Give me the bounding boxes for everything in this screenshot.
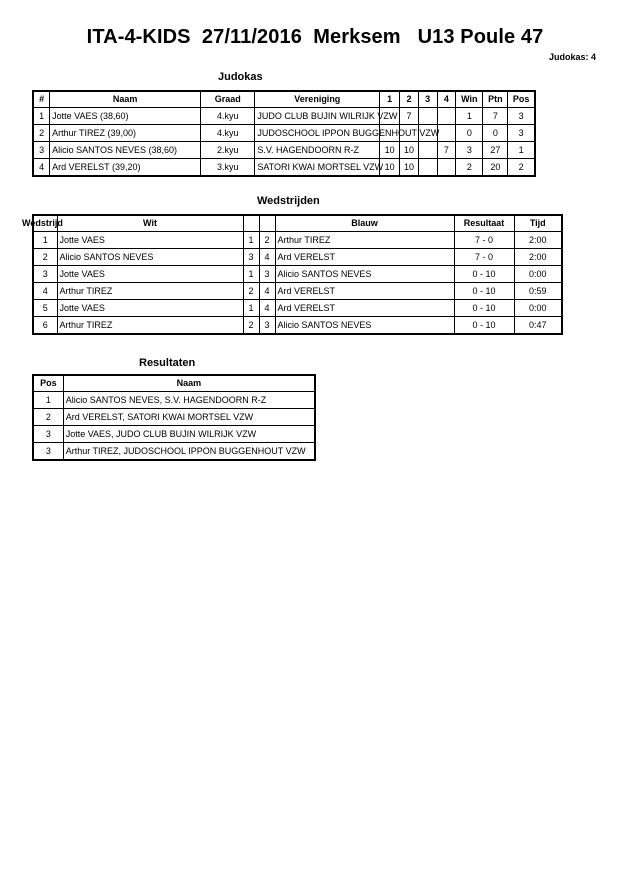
- judoka-num: 4: [33, 159, 50, 177]
- page-title: ITA-4-KIDS 27/11/2016 Merksem U13 Poule 47: [86, 26, 544, 48]
- wedstrijd-blauw: Alicio SANTOS NEVES: [275, 266, 454, 283]
- resultaat-pos: 1: [33, 392, 63, 409]
- wedstrijd-wit: Arthur TIREZ: [57, 317, 243, 335]
- col-res-pos: Pos: [33, 375, 63, 392]
- col-score-2: 2: [400, 91, 419, 108]
- judoka-num: 1: [33, 108, 50, 125]
- resultaten-table: [32, 374, 316, 461]
- wedstrijd-blauw: Alicio SANTOS NEVES: [275, 317, 454, 335]
- judoka-vereniging: JUDOSCHOOL IPPON BUGGENHOUT VZW: [255, 125, 380, 142]
- col-vereniging: Vereniging: [255, 91, 380, 108]
- wedstrijd-row: [33, 283, 562, 300]
- judoka-num: 2: [33, 125, 50, 142]
- judoka-score: [437, 125, 456, 142]
- wedstrijd-wit: Jotte VAES: [57, 266, 243, 283]
- col-score-1: 1: [380, 91, 400, 108]
- wedstrijd-blauw-nr: 4: [259, 283, 275, 300]
- resultaat-naam: Arthur TIREZ, JUDOSCHOOL IPPON BUGGENHOUT VZW: [63, 443, 315, 461]
- wedstrijd-row: [33, 300, 562, 317]
- col-num: #: [33, 91, 50, 108]
- judoka-count: Judokas: 4: [548, 52, 596, 62]
- judoka-graad: 2.kyu: [201, 142, 255, 159]
- judoka-score: [437, 159, 456, 177]
- judoka-naam: Alicio SANTOS NEVES (38,60): [50, 142, 201, 159]
- wedstrijd-nr: 6: [33, 317, 57, 335]
- col-blauw: Blauw: [275, 215, 454, 232]
- judoka-row: [33, 125, 535, 142]
- judoka-score: 7: [400, 108, 419, 125]
- wedstrijd-resultaat: 0 - 10: [454, 283, 514, 300]
- wedstrijd-wit-nr: 3: [243, 249, 259, 266]
- judoka-win: 0: [456, 125, 483, 142]
- judoka-score: 7: [437, 142, 456, 159]
- judoka-row: [33, 108, 535, 125]
- col-score-3: 3: [418, 91, 437, 108]
- wedstrijd-blauw-nr: 3: [259, 317, 275, 335]
- wedstrijd-blauw-nr: 2: [259, 232, 275, 249]
- judoka-win: 1: [456, 108, 483, 125]
- judoka-score: [437, 108, 456, 125]
- judoka-vereniging: JUDO CLUB BUJIN WILRIJK VZW: [255, 108, 380, 125]
- resultaat-naam: Ard VERELST, SATORI KWAI MORTSEL VZW: [63, 409, 315, 426]
- wedstrijd-nr: 1: [33, 232, 57, 249]
- judokas-header-row: [33, 91, 535, 108]
- judoka-ptn: 27: [483, 142, 508, 159]
- wedstrijd-wit-nr: 1: [243, 300, 259, 317]
- col-tijd: Tijd: [514, 215, 562, 232]
- wedstrijd-resultaat: 7 - 0: [454, 249, 514, 266]
- judoka-graad: 3.kyu: [201, 159, 255, 177]
- wedstrijd-blauw-nr: 3: [259, 266, 275, 283]
- col-wedstrijd: Wedstrijd: [19, 215, 43, 232]
- wedstrijd-row: [33, 232, 562, 249]
- judoka-score: [418, 142, 437, 159]
- resultaat-row: [33, 392, 315, 409]
- judoka-graad: 4.kyu: [201, 108, 255, 125]
- resultaten-section-title: Resultaten: [139, 357, 196, 369]
- col-pos: Pos: [508, 91, 535, 108]
- wedstrijden-section-title: Wedstrijden: [257, 195, 320, 207]
- resultaat-pos: 3: [33, 426, 63, 443]
- col-res-naam: Naam: [63, 375, 315, 392]
- judoka-ptn: 0: [483, 125, 508, 142]
- wedstrijd-blauw: Arthur TIREZ: [275, 232, 454, 249]
- judoka-vereniging: S.V. HAGENDOORN R-Z: [255, 142, 380, 159]
- judoka-win: 2: [456, 159, 483, 177]
- wedstrijd-blauw-nr: 4: [259, 300, 275, 317]
- wedstrijd-blauw-nr: 4: [259, 249, 275, 266]
- resultaat-row: [33, 443, 315, 461]
- judoka-pos: 1: [508, 142, 535, 159]
- wedstrijd-wit-nr: 2: [243, 317, 259, 335]
- resultaat-naam: Alicio SANTOS NEVES, S.V. HAGENDOORN R-Z: [63, 392, 315, 409]
- resultaat-row: [33, 426, 315, 443]
- resultaten-header-row: [33, 375, 315, 392]
- wedstrijd-tijd: 0:59: [514, 283, 562, 300]
- judoka-score: 10: [380, 142, 400, 159]
- wedstrijd-resultaat: 7 - 0: [454, 232, 514, 249]
- judoka-pos: 3: [508, 108, 535, 125]
- judoka-win: 3: [456, 142, 483, 159]
- judokas-section-title: Judokas: [218, 71, 263, 83]
- wedstrijd-tijd: 2:00: [514, 232, 562, 249]
- judoka-row: [33, 142, 535, 159]
- judoka-naam: Jotte VAES (38,60): [50, 108, 201, 125]
- wedstrijd-nr: 5: [33, 300, 57, 317]
- judoka-num: 3: [33, 142, 50, 159]
- wedstrijden-table: [22, 214, 563, 335]
- wedstrijd-wit-nr: 1: [243, 232, 259, 249]
- col-win: Win: [456, 91, 483, 108]
- wedstrijden-header-row: [33, 215, 562, 232]
- col-score-4: 4: [437, 91, 456, 108]
- wedstrijd-row: [33, 317, 562, 335]
- judoka-pos: 3: [508, 125, 535, 142]
- wedstrijd-wit: Arthur TIREZ: [57, 283, 243, 300]
- wedstrijd-tijd: 0:00: [514, 266, 562, 283]
- judoka-pos: 2: [508, 159, 535, 177]
- wedstrijd-blauw: Ard VERELST: [275, 249, 454, 266]
- judoka-score: 10: [400, 142, 419, 159]
- col-resultaat: Resultaat: [454, 215, 514, 232]
- wedstrijd-resultaat: 0 - 10: [454, 300, 514, 317]
- wedstrijd-nr: 3: [33, 266, 57, 283]
- wedstrijd-blauw: Ard VERELST: [275, 283, 454, 300]
- col-wit-nr: [243, 215, 259, 232]
- wedstrijd-tijd: 0:00: [514, 300, 562, 317]
- wedstrijd-tijd: 2:00: [514, 249, 562, 266]
- judoka-score: [418, 108, 437, 125]
- judoka-naam: Ard VERELST (39,20): [50, 159, 201, 177]
- resultaat-row: [33, 409, 315, 426]
- judoka-score: 10: [380, 159, 400, 177]
- col-graad: Graad: [201, 91, 255, 108]
- wedstrijd-blauw: Ard VERELST: [275, 300, 454, 317]
- wedstrijd-row: [33, 249, 562, 266]
- resultaat-pos: 3: [33, 443, 63, 461]
- judoka-ptn: 7: [483, 108, 508, 125]
- wedstrijd-resultaat: 0 - 10: [454, 266, 514, 283]
- judokas-table: [32, 90, 536, 177]
- wedstrijd-nr: 2: [33, 249, 57, 266]
- judoka-score: [418, 159, 437, 177]
- wedstrijd-wit: Alicio SANTOS NEVES: [57, 249, 243, 266]
- judoka-ptn: 20: [483, 159, 508, 177]
- col-naam: Naam: [50, 91, 201, 108]
- wedstrijd-tijd: 0:47: [514, 317, 562, 335]
- col-blauw-nr: [259, 215, 275, 232]
- wedstrijd-resultaat: 0 - 10: [454, 317, 514, 335]
- col-wit: Wit: [57, 215, 243, 232]
- wedstrijd-nr: 4: [33, 283, 57, 300]
- col-ptn: Ptn: [483, 91, 508, 108]
- judoka-score: 10: [400, 159, 419, 177]
- wedstrijd-wit-nr: 2: [243, 283, 259, 300]
- resultaat-pos: 2: [33, 409, 63, 426]
- resultaat-naam: Jotte VAES, JUDO CLUB BUJIN WILRIJK VZW: [63, 426, 315, 443]
- wedstrijd-wit: Jotte VAES: [57, 300, 243, 317]
- judoka-naam: Arthur TIREZ (39,00): [50, 125, 201, 142]
- judoka-vereniging: SATORI KWAI MORTSEL VZW: [255, 159, 380, 177]
- wedstrijd-wit: Jotte VAES: [57, 232, 243, 249]
- judoka-graad: 4.kyu: [201, 125, 255, 142]
- wedstrijd-row: [33, 266, 562, 283]
- judoka-row: [33, 159, 535, 177]
- wedstrijd-wit-nr: 1: [243, 266, 259, 283]
